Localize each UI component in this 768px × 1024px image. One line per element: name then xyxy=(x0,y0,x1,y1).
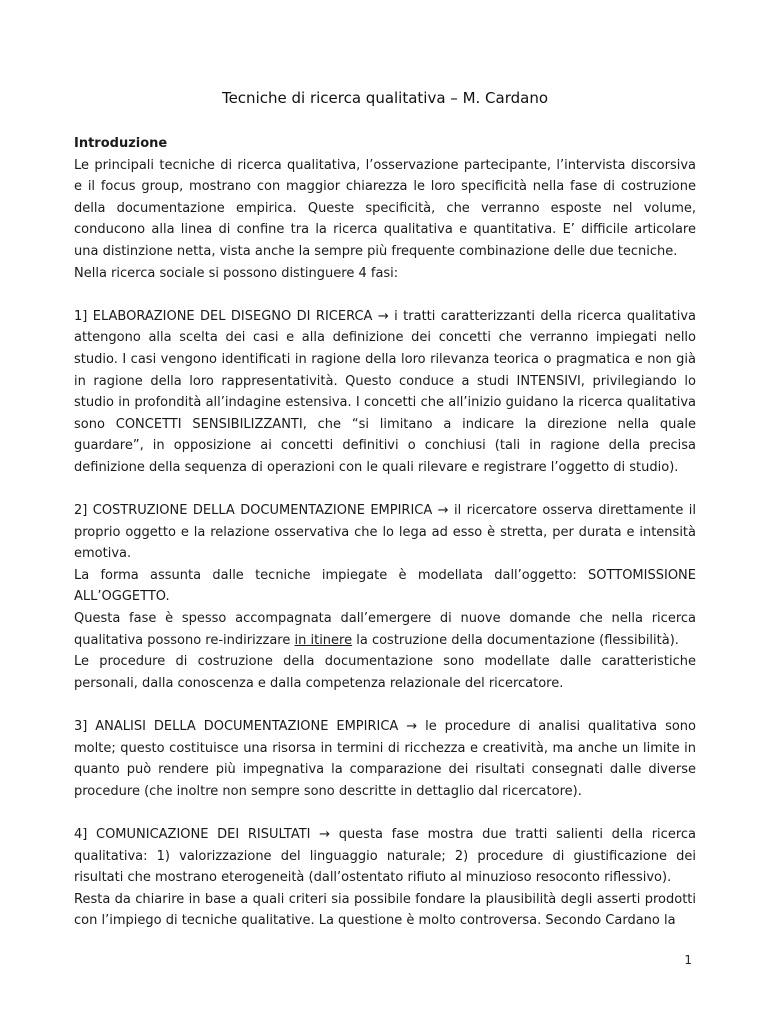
phase-2-paragraph: 2] COSTRUZIONE DELLA DOCUMENTAZIONE EMPIRICA → il ricercatore osserva direttamente il proprio oggetto e la relazione osservativa che lo lega ad esso è stretta, per durata e intensità emotiva. xyxy=(74,503,696,562)
phase-3-paragraph: 3] ANALISI DELLA DOCUMENTAZIONE EMPIRICA → le procedure di analisi qualitativa sono molte; questo costituisce una risorsa in termini di ricchezza e creatività, ma anche un limite in quanto può rendere più impegnativa la comparazione dei risultati consegnati dalle diverse procedure (che inoltre non sempre sono descritte in dettaglio dal ricercatore). xyxy=(74,719,696,799)
phases-intro-paragraph: Nella ricerca sociale si possono distinguere 4 fasi: xyxy=(74,265,399,281)
in-itinere-underlined: in itinere xyxy=(294,632,353,648)
phase-2-flexibility-text-a: Questa fase è spesso accompagnata dall’emergere di nuove domande che nella ricerca qualitativa possono re-indirizzare xyxy=(74,611,696,648)
paragraph-spacer xyxy=(74,694,696,716)
intro-paragraph: Le principali tecniche di ricerca qualitativa, l’osservazione partecipante, l’intervista discorsiva e il focus group, mostrano con maggior chiarezza le loro specificità nella fase di costruzione della documentazione empirica. Queste specificità, che verranno esposte nel volume, conducono alla linea di confine tra la ricerca qualitativa e quantitativa. E’ difficile articolare una distinzione netta, vista anche la sempre più frequente combinazione delle due tecniche. xyxy=(74,157,696,259)
document-page xyxy=(74,0,696,1024)
document-body xyxy=(74,133,696,932)
phase-1-paragraph: 1] ELABORAZIONE DEL DISEGNO DI RICERCA → i tratti caratterizzanti della ricerca qualitativa attengono alla scelta dei casi e alla definizione dei concetti che verranno impiegati nello studio. I casi vengono identificati in ragione della loro rilevanza teorica o pragmatica e non già in ragione della loro rappresentatività. Questo conduce a studi INTENSIVI, privilegiando lo studio in profondità all’indagine estensiva. I concetti che all’inizio guidano la ricerca qualitativa sono CONCETTI SENSIBILIZZANTI, che “si limitano a indicare la direzione nella quale guardare”, in opposizione ai concetti definitivi o conchiusi (tali in ragione della precisa definizione della sequenza di operazioni con le quali rilevare e registrare l’oggetto di studio). xyxy=(74,308,696,475)
phase-2-form-paragraph: La forma assunta dalle tecniche impiegate è modellata dall’oggetto: SOTTOMISSIONE ALL’OGGETTO. xyxy=(74,567,696,605)
plausibility-paragraph: Resta da chiarire in base a quali criteri sia possibile fondare la plausibilità degli asserti prodotti con l’impiego di tecniche qualitative. La questione è molto controversa. Secondo Cardano la xyxy=(74,891,696,929)
page-number: 1 xyxy=(684,953,692,967)
paragraph-spacer xyxy=(74,479,696,501)
paragraph-spacer xyxy=(74,284,696,306)
phase-2-procedures-paragraph: Le procedure di costruzione della documentazione sono modellate dalle caratteristiche personali, dalla conoscenza e dalla competenza relazionale del ricercatore. xyxy=(74,654,696,691)
phase-2-flexibility-paragraph xyxy=(74,608,696,651)
section-heading-introduzione: Introduzione xyxy=(74,136,168,151)
phase-2-flexibility-text-b: la costruzione della documentazione (flessibilità). xyxy=(352,632,679,648)
phase-4-paragraph: 4] COMUNICAZIONE DEI RISULTATI → questa fase mostra due tratti salienti della ricerca qualitativa: 1) valorizzazione del linguaggio naturale; 2) procedure di giustificazione dei risultati che mostrano eterogeneità (dall’ostentato rifiuto al minuzioso resoconto riflessivo). xyxy=(74,827,696,886)
paragraph-spacer xyxy=(74,802,696,824)
document-title: Tecniche di ricerca qualitativa – M. Cardano xyxy=(221,89,549,107)
